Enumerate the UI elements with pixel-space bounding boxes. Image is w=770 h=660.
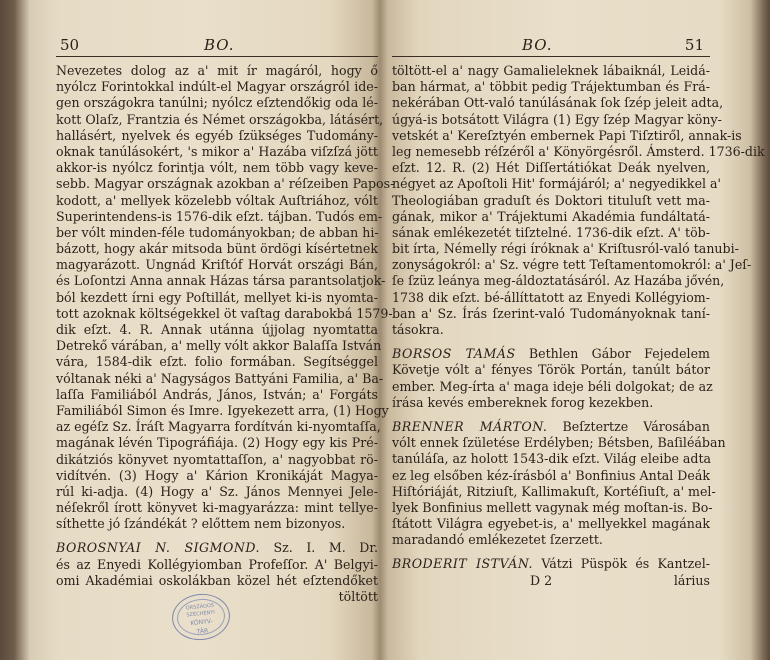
entry-line — [392, 346, 710, 362]
signature-line — [392, 573, 710, 589]
signature-mark: D 2 — [530, 572, 553, 588]
text-line: Követje vólt a' fényes Török Portán, tanúlt bátor — [392, 362, 710, 378]
text-line: ban hármat, a' többit pedig Trájektumban és Frá- — [392, 79, 710, 95]
text-line: zonyságokról: a' Sz. végre tett Teſtamentomokról: a' Jeſ- — [392, 257, 752, 273]
text-line: nekérában Ott-való tanúlásának ſok ſzép jeleit adta, — [392, 95, 724, 111]
text-line: vidítvén. (3) Hogy a' Kárion Kronikáját Magya- — [56, 467, 378, 483]
entry-heading: BOROSNYAI N. SIGMOND. — [56, 540, 260, 556]
text-line: ſe ſzüz leánya meg-áldoztatásáról. Az Hazába jővén, — [392, 273, 725, 289]
left-page — [56, 30, 395, 605]
text-line: írása kevés embereknek forog kezekben. — [392, 394, 654, 410]
text-line: bit írta, Némelly régi íróknak a' Kriſtusról-való tanubi- — [392, 241, 739, 257]
text-line: az egéſz Sz. Íráſt Magyarra fordítván ki-nyomtaſſa, — [56, 419, 381, 435]
text-line: Nevezetes dolog az a' mit ír magáról, hogy ő — [56, 63, 378, 78]
text-line: töltött-el a' nagy Gamalieleknek lábaiknál, Leidá- — [392, 63, 710, 78]
entry-heading: BRODERIT ISTVÁN. — [392, 556, 534, 572]
stamp-text: ORSZÁGOS SZÉCHÉNYI — [185, 602, 216, 619]
text-line: síthette jó ſzándékát ? előttem nem bizonyos. — [56, 516, 346, 532]
text-line: néſekről írott könyvet ki-magyarázza: mint tellye- — [56, 500, 378, 516]
text-line: 1738 dik eſzt. bé-állíttatott az Enyedi Kollégyiom- — [392, 289, 710, 305]
text-line: tott azoknak költségekkel öt vaſtag darabokbá 1579- — [56, 305, 393, 321]
text-line: tanúláſa, az holott 1543-dik eſzt. Világ eleibe adta — [392, 451, 712, 467]
text-line: ez leg elsőben kéz-írásból a' Bonfinius Antal Deák — [392, 467, 710, 483]
text-line: úgyá-is botsátott Világra (1) Egy ſzép Magyar köny- — [392, 111, 722, 127]
text-line: bázott, hogy akár mitsoda bünt ördögi kísértetnek — [56, 241, 378, 257]
text-line: dikátziós könyvet nyomtattaſſon, a' nagyobbat rö- — [56, 451, 378, 467]
text-line: rúl ki-adja. (4) Hogy a' Sz. János Mennyei Jele- — [56, 483, 378, 499]
text-line: tásokra. — [392, 322, 444, 337]
text-line: magyarázott. Ungnád Kriſtóf Horvát országi Bán, — [56, 257, 378, 273]
page-number: 50 — [60, 36, 80, 54]
text-line: eſzt. 12. R. (2) Hét Diſſertátiókat Deák nyelven, — [392, 160, 710, 176]
text-line: ból kezdett írni egy Poſtillát, mellyet ki-is nyomta- — [56, 289, 378, 305]
stamp-text: KÖNYV- — [190, 617, 214, 628]
entry-heading: BORSOS TAMÁS — [392, 346, 516, 362]
text-line: ber vólt minden-féle tudományokban; de abban hi- — [56, 224, 379, 240]
text-line: gen országokra tanúlni; nyólcz eſztendőkig oda lé- — [56, 95, 379, 111]
entry-text: Sz. I. M. Dr. — [273, 540, 378, 556]
text-line: laſſa Familiából András, János, István; a' Forgáts — [56, 386, 378, 402]
text-line: oknak tanúlásokért, 's mikor a' Hazába viſzſzá jött — [56, 143, 378, 159]
text-line: vára, 1584-dik eſzt. folio formában. Segítséggel — [56, 354, 378, 370]
entry-text: Vátzi Püspök és Kantzel- — [541, 556, 710, 572]
text-line: ban a' Sz. Írás ſzerint-való Tudományoknak taní- — [392, 305, 710, 321]
text-line: ember. Meg-írta a' maga ideje béli dolgokat; de az — [392, 378, 713, 394]
entry-line — [392, 419, 710, 435]
text-line: lyek Bonfinius mellett vagynak még moſtan-is. Bo- — [392, 499, 713, 515]
text-line: nyólcz Forintokkal indúlt-el Magyar országról ide- — [56, 79, 378, 95]
text-line: vóltanak néki a' Nagyságos Battyáni Familia, a' Ba- — [56, 370, 384, 386]
text-line: kodott, a' mellyek közelebb vóltak Auſtriához, vólt — [56, 192, 378, 208]
text-line: sebb. Magyar országnak azokban a' réſzeiben Papos- — [56, 176, 395, 192]
text-line: magának lévén Tipográfiája. (2) Hogy egy kis Pré- — [56, 435, 378, 451]
text-line: omi Akadémiai oskolákban közel hét eſztendőket — [56, 572, 378, 588]
text-line: és az Enyedi Kollégyiomban Profeſſor. A' Belgyi- — [56, 556, 378, 572]
stamp-text: TÁR — [196, 627, 209, 636]
text-line: kott Olaſz, Frantzia és Német országokba, látásért, — [56, 111, 384, 127]
text-line: leg nemesebb réſzéről a' Könyörgésről. Ámsterd. 1736-dik — [392, 143, 765, 159]
text-line: ſtátott Világra egyebet-is, a' mellyekkel magának — [392, 516, 710, 532]
text-line: maradandó emlékezetet ſzerzett. — [392, 532, 603, 548]
text-line: hallásért, nyelvek és egyéb ſzükséges Tudomány- — [56, 127, 378, 143]
text-line: sának emlékezetét tiſztelné. 1736-dik eſzt. A' töb- — [392, 224, 710, 240]
entry-heading: BRENNER MÁRTON. — [392, 418, 548, 434]
text-line: Superintendens-is 1576-dik eſzt. tájban. Tudós em- — [56, 208, 383, 224]
text-line: vetskét a' Kereſztyén embernek Papi Tiſztiről, annak-is — [392, 127, 742, 143]
running-head: BO. — [204, 36, 235, 54]
text-line: akkor-is nyólcz forintja vólt, nem több vagy keve- — [56, 160, 378, 176]
catchword: töltött — [338, 589, 378, 604]
catchword: lárius — [673, 572, 710, 588]
text-line: négyet az Apoſtoli Hit' formájáról; a' negyedikkel a' — [392, 176, 722, 192]
text-line: Detrekő várában, a' melly vólt akkor Balaſſa István — [56, 338, 382, 354]
text-line: Familiából Simon és Imre. Igyekezett arra, (1) Hogy — [56, 402, 389, 418]
entry-line — [56, 540, 378, 556]
text-line: gának, mikor a' Trájektumi Akadémia fundáltatá- — [392, 208, 710, 224]
left-page-header — [56, 30, 378, 57]
entry-text: Bethlen Gábor Fejedelem — [528, 346, 710, 362]
text-line: és Loſontzi Anna annak Házas társa parantsolatjok- — [56, 273, 386, 289]
text-line: Theologiában graduſt és Doktori tituluſt vett ma- — [392, 192, 710, 208]
entry-line — [392, 556, 710, 572]
right-page-header — [392, 30, 710, 57]
entry-text: Beſztertze Városában — [562, 418, 710, 434]
left-page-body — [56, 63, 395, 605]
text-line: Hiſtóriáját, Ritziuſt, Kallimakuſt, Kortéſiuſt, a' mel- — [392, 483, 716, 499]
text-line: vólt ennek ſzületése Erdélyben; Bétsben, Baſiléában — [392, 435, 726, 451]
page-number: 51 — [684, 36, 704, 54]
right-page-body — [392, 63, 765, 589]
running-head: BO. — [522, 36, 553, 54]
text-line: dik eſzt. 4. R. Annak utánna újjolag nyomtatta — [56, 322, 378, 337]
right-page — [392, 30, 765, 589]
